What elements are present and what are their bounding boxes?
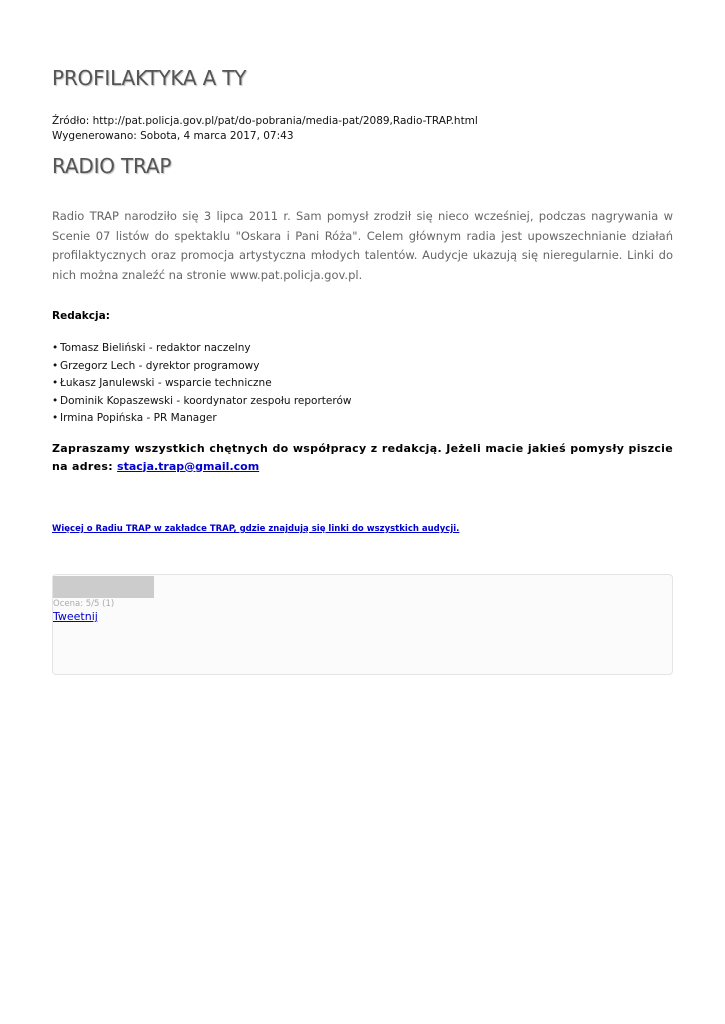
article-intro: Radio TRAP narodziło się 3 lipca 2011 r. Sam pomysł zrodził się nieco wcześniej, podczas nagrywania w Scenie 07 listów do spektaklu "Oskara i Pani Róża". Celem głównym radia jest upowszechnianie działań profilaktycznych oraz promocja artystyczna młodych talentów. Audycje ukazują się nieregularnie. Linki do nich można znaleźć na stronie www.pat.policja.gov.pl. xyxy=(52,209,673,282)
rating-bar[interactable] xyxy=(53,576,154,598)
staff-list xyxy=(52,340,351,428)
bullet-icon: • xyxy=(52,359,59,372)
source-line: Źródło: http://pat.policja.gov.pl/pat/do-pobrania/media-pat/2089,Radio-TRAP.html xyxy=(52,115,478,127)
more-about-trap-link[interactable]: Więcej o Radiu TRAP w zakładce TRAP, gdzie znajdują się linki do wszystkich audycji. xyxy=(52,524,460,534)
tweet-link[interactable]: Tweetnij xyxy=(53,610,98,623)
list-item: • Irmina Popińska - PR Manager xyxy=(52,410,351,428)
list-item: • Dominik Kopaszewski - koordynator zespołu reporterów xyxy=(52,393,351,411)
bullet-icon: • xyxy=(52,342,59,354)
site-title: PROFILAKTYKA A TY xyxy=(52,66,247,90)
bullet-icon: • xyxy=(52,394,59,407)
article-title: RADIO TRAP xyxy=(52,154,172,178)
bullet-icon: • xyxy=(52,412,59,424)
email-link[interactable]: stacja.trap@gmail.com xyxy=(117,459,260,473)
invite-text: Zapraszamy wszystkich chętnych do współpracy z redakcją. Jeżeli macie jakieś pomysły piszcie na adres: xyxy=(52,442,673,473)
list-item: • Łukasz Janulewski - wsparcie techniczne xyxy=(52,375,351,393)
rating-text: Ocena: 5/5 (1) xyxy=(53,599,115,609)
invite-paragraph xyxy=(52,440,673,475)
bullet-icon: • xyxy=(52,377,59,389)
list-item: • Grzegorz Lech - dyrektor programowy xyxy=(52,358,351,376)
list-item: • Tomasz Bieliński - redaktor naczelny xyxy=(52,340,351,358)
rating-box xyxy=(52,574,673,675)
generated-line: Wygenerowano: Sobota, 4 marca 2017, 07:43 xyxy=(52,130,294,142)
editorial-heading: Redakcja: xyxy=(52,310,110,322)
document-meta xyxy=(52,114,478,144)
